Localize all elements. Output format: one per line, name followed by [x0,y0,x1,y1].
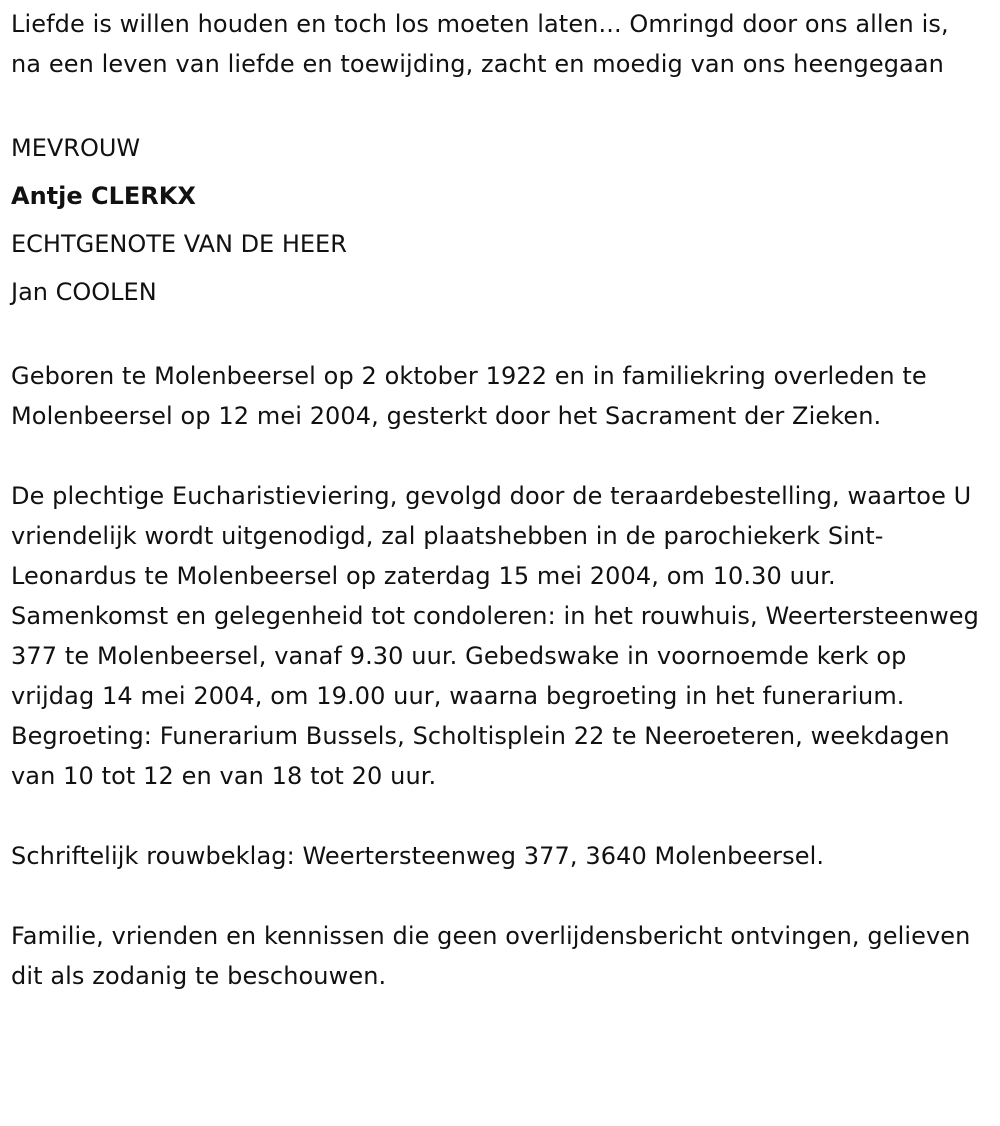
spacer [11,84,982,124]
spouse-name: Jan COOLEN [11,278,157,306]
closing-paragraph: Familie, vrienden en kennissen die geen overlijdensbericht ontvingen, gelieven dit als zodanig te beschouwen. [11,922,971,990]
spacer [11,316,982,356]
spacer [11,796,982,836]
condolence-paragraph: Schriftelijk rouwbeklag: Weertersteenweg 377, 3640 Molenbeersel. [11,842,825,870]
intro-paragraph: Liefde is willen houden en toch los moeten laten... Omringd door ons allen is, na een leven van liefde en toewijding, zacht en moedig van ons heengegaan [11,10,949,78]
ceremony-paragraph: De plechtige Eucharistieviering, gevolgd door de teraardebestelling, waartoe U vriendelijk wordt uitgenodigd, zal plaatshebben in de parochiekerk Sint-Leonardus te Molenbeersel op zaterdag 15 mei 2004, om 10.30 uur. Samenkomst en gelegenheid tot condoleren: in het rouwhuis, Weertersteenweg 377 te Molenbeersel, vanaf 9.30 uur. Gebedswake in voornoemde kerk op vrijdag 14 mei 2004, om 19.00 uur, waarna begroeting in het funerarium. Begroeting: Funerarium Bussels, Scholtisplein 22 te Neeroeteren, weekdagen van 10 tot 12 en van 18 tot 20 uur. [11,482,979,790]
birth-death-paragraph: Geboren te Molenbeersel op 2 oktober 1922 en in familiekring overleden te Molenbeersel op 12 mei 2004, gesterkt door het Sacrament der Zieken. [11,362,927,430]
relation-line: ECHTGENOTE VAN DE HEER [11,230,347,258]
spacer [11,436,982,476]
deceased-name: Antje CLERKX [11,182,196,210]
title-line: MEVROUW [11,134,141,162]
spacer [11,876,982,916]
